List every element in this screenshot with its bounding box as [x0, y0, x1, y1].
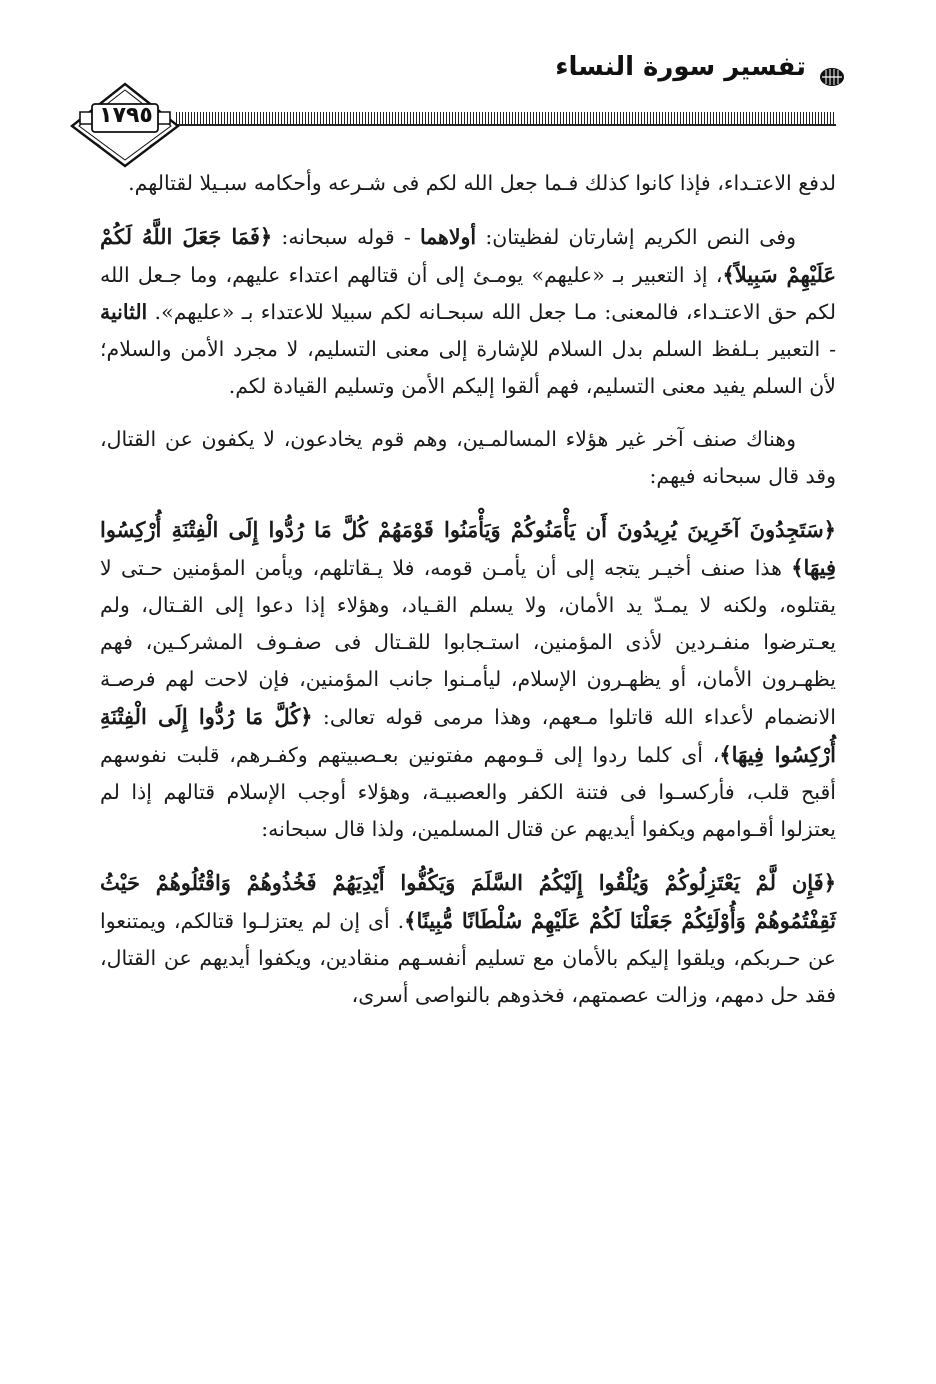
paragraph-3: [100, 421, 836, 495]
p4-text-d: ، أى كلما ردوا إلى قـومهم مفتونين بعـصبيتهم وكفـرهم، قلبت نفوسهم أقبح قلب، فأركسـوا فى فتنة الكفر والعصبيـة، وهؤلاء أوجب الإسلام قتالهم إذا لم يعتزلوا أقـوامهم ويكفوا أيديهم عن قتال المسلمين، ولذا قال سبحانه:: [100, 743, 836, 841]
p2-text-a: وفى النص الكريم إشارتان لفظيتان:: [476, 225, 796, 249]
page-number: ١٧٩٥: [99, 103, 153, 128]
p4-quran-quote: ﴿سَتَجِدُونَ آخَرِينَ يُرِيدُونَ أَن يَأْمَنُوكُمْ وَيَأْمَنُوا قَوْمَهُمْ كُلَّ مَا رُدُّوا إِلَى الْفِتْنَةِ أُرْكِسُوا فِيهَا﴾: [100, 517, 836, 580]
p5-text-b: . أى إن لم يعتزلـوا قتالكم، ويمتنعوا عن حـربكم، ويلقوا إليكم بالأمان مع تسليم أنفسـهم منقادين، ويكفوا أيديهم عن القتال، فقد حل دمهم، وزالت عصمتهم، فخذوهم بالنواصى أسرى،: [100, 909, 836, 1007]
paragraph-5: [100, 864, 836, 1014]
paragraph-2: [100, 218, 836, 405]
p2-keyword-second: الثانية: [100, 300, 148, 324]
paragraph-1: [100, 165, 836, 202]
header-rule-base: [176, 124, 836, 126]
p5-quran-quote: ﴿فَإِن لَّمْ يَعْتَزِلُوكُمْ وَيُلْقُوا إِلَيْكُمُ السَّلَمَ وَيَكُفُّوا أَيْدِيَهُمْ فَخُذُوهُمْ وَاقْتُلُوهُمْ حَيْثُ ثَقِفْتُمُوهُمْ وَأُوْلَئِكُمْ جَعَلْنَا لَكُمْ عَلَيْهِمْ سُلْطَانًا مُّبِينًا﴾: [100, 870, 836, 933]
p2-text-c: - قوله سبحانه:: [272, 225, 420, 249]
page-body: [100, 165, 836, 1014]
p1-text: لدفع الاعتـداء، فإذا كانوا كذلك فـما جعل الله لكم فى شـرعه وأحكامه سبـيلا لقتالهم.: [128, 171, 836, 195]
page-header: [0, 0, 936, 170]
p4-quran-quote-inline: ﴿كُلَّ مَا رُدُّوا إِلَى الْفِتْنَةِ أُرْكِسُوا فِيهَا﴾: [100, 704, 836, 767]
p3-text: وهناك صنف آخر غير هؤلاء المسالمـين، وهم قوم يخادعون، لا يكفون عن القتال، وقد قال سبحانه فيهم:: [100, 427, 836, 488]
running-title: تفسير سورة النساء: [555, 52, 806, 82]
p4-text-b: هذا صنف أخيـر يتجه إلى أن يأمـن قومه، فلا يـقاتلهم، ويأمن المؤمنين حـتى لا يقتلوه، ولكنه لا يمـدّ يد الأمان، ولا يسلم القـياد، وهؤلاء إذا دعوا إلى القـتال، ولم يعـترضوا منفـردين لأذى المؤمنين، استـجابوا للقـتال فى صفـوف المشركـين، فهم يظهـرون الأمان، أو يظهـرون الإسلام، ليأمـنوا جانب المؤمنين، فإن لاحت لهم فرصـة الانضمام لأعداء الله قاتلوا مـعهم، وهذا مرمى قوله تعالى:: [100, 556, 837, 729]
header-ornament-icon: [818, 66, 846, 88]
p2-keyword-first: أولاهما: [419, 225, 477, 249]
paragraph-4: [100, 511, 836, 848]
p2-quran-quote: ﴿فَمَا جَعَلَ اللَّهُ لَكُمْ عَلَيْهِمْ سَبِيلاً﴾: [100, 224, 836, 287]
p2-text-g: - التعبير بـلفظ السلم بدل السلام للإشارة إلى معنى التسليم، لا مجرد الأمن والسلام؛ لأن السلم يفيد معنى التسليم، فهم ألقوا إليكم الأمن وتسليم القيادة لكم.: [100, 337, 836, 398]
p2-text-e: ، إذ التعبير بـ «عليهم» يومـئ إلى أن قتالهم اعتداء عليهم، وما جـعل الله لكم حق الاعتـداء، فالمعنى: مـا جعل الله سبحـانه لكم سبيلا للاعتداء بـ «عليهم».: [100, 263, 836, 324]
